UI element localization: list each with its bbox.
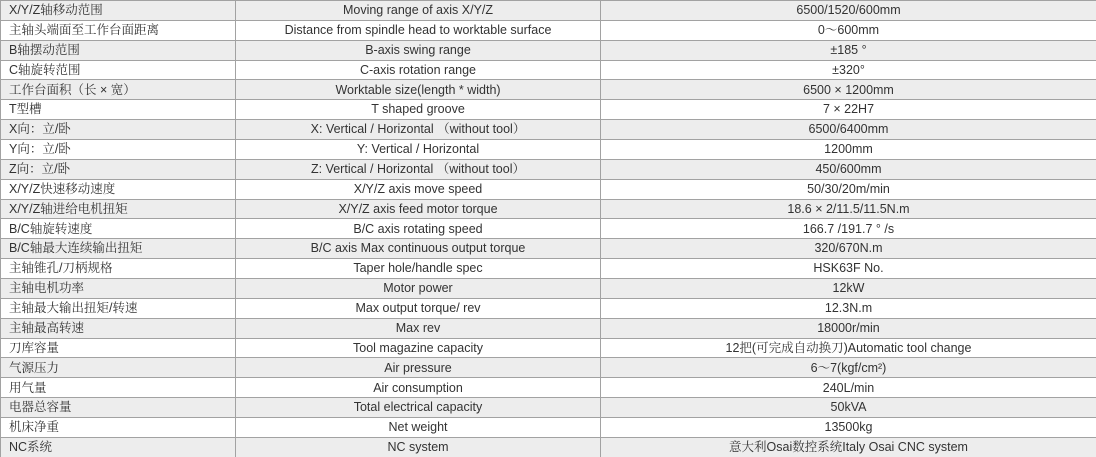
table-row <box>1 159 1096 179</box>
spec-label-en: Motor power <box>236 279 601 299</box>
spec-value: 50/30/20m/min <box>601 179 1096 199</box>
spec-label-cn: X/Y/Z快速移动速度 <box>1 179 236 199</box>
spec-label-cn: B/C轴最大连续输出扭矩 <box>1 239 236 259</box>
table-row <box>1 318 1096 338</box>
spec-value: 450/600mm <box>601 159 1096 179</box>
spec-label-cn: 主轴最高转速 <box>1 318 236 338</box>
spec-label-cn: 用气量 <box>1 378 236 398</box>
spec-label-cn: X向：立/卧 <box>1 120 236 140</box>
table-row <box>1 140 1096 160</box>
spec-label-cn: X/Y/Z轴进给电机扭矩 <box>1 199 236 219</box>
spec-value: ±320° <box>601 60 1096 80</box>
table-row <box>1 259 1096 279</box>
spec-value: 166.7 /191.7 ° /s <box>601 219 1096 239</box>
spec-label-cn: 主轴电机功率 <box>1 279 236 299</box>
spec-value: 6500/6400mm <box>601 120 1096 140</box>
spec-label-cn: Z向：立/卧 <box>1 159 236 179</box>
table-row <box>1 338 1096 358</box>
table-row <box>1 1 1096 21</box>
spec-value: 6500/1520/600mm <box>601 1 1096 21</box>
table-row <box>1 358 1096 378</box>
table-row <box>1 20 1096 40</box>
table-row <box>1 418 1096 438</box>
spec-label-en: X/Y/Z axis move speed <box>236 179 601 199</box>
table-row <box>1 100 1096 120</box>
spec-label-en: Total electrical capacity <box>236 398 601 418</box>
spec-label-cn: T型槽 <box>1 100 236 120</box>
spec-value: 1200mm <box>601 140 1096 160</box>
spec-table-body <box>1 1 1096 457</box>
table-row <box>1 398 1096 418</box>
spec-label-en: Moving range of axis X/Y/Z <box>236 1 601 21</box>
table-row <box>1 199 1096 219</box>
spec-value: 50kVA <box>601 398 1096 418</box>
spec-label-cn: NC系统 <box>1 437 236 457</box>
table-row <box>1 80 1096 100</box>
spec-label-en: Max output torque/ rev <box>236 298 601 318</box>
table-row <box>1 437 1096 457</box>
spec-label-cn: 机床净重 <box>1 418 236 438</box>
spec-label-cn: 工作台面积（长 × 宽） <box>1 80 236 100</box>
spec-label-cn: C轴旋转范围 <box>1 60 236 80</box>
spec-label-cn: 刀库容量 <box>1 338 236 358</box>
spec-label-cn: B/C轴旋转速度 <box>1 219 236 239</box>
table-row <box>1 120 1096 140</box>
spec-label-cn: 电器总容量 <box>1 398 236 418</box>
spec-label-en: Air pressure <box>236 358 601 378</box>
spec-value: ±185 ° <box>601 40 1096 60</box>
spec-label-en: B/C axis rotating speed <box>236 219 601 239</box>
spec-label-en: Taper hole/handle spec <box>236 259 601 279</box>
spec-value: 13500kg <box>601 418 1096 438</box>
spec-label-en: Distance from spindle head to worktable surface <box>236 20 601 40</box>
spec-label-cn: 主轴锥孔/刀柄规格 <box>1 259 236 279</box>
table-row <box>1 378 1096 398</box>
spec-label-cn: 主轴最大输出扭矩/转速 <box>1 298 236 318</box>
table-row <box>1 279 1096 299</box>
spec-label-en: Net weight <box>236 418 601 438</box>
table-row <box>1 40 1096 60</box>
table-row <box>1 219 1096 239</box>
spec-label-en: Air consumption <box>236 378 601 398</box>
spec-label-cn: B轴摆动范围 <box>1 40 236 60</box>
spec-label-en: Worktable size(length * width) <box>236 80 601 100</box>
spec-value: 320/670N.m <box>601 239 1096 259</box>
spec-label-cn: Y向：立/卧 <box>1 140 236 160</box>
spec-label-en: X: Vertical / Horizontal （without tool） <box>236 120 601 140</box>
spec-label-cn: 主轴头端面至工作台面距离 <box>1 20 236 40</box>
spec-label-en: Y: Vertical / Horizontal <box>236 140 601 160</box>
spec-value: HSK63F No. <box>601 259 1096 279</box>
table-row <box>1 179 1096 199</box>
spec-value: 18.6 × 2/11.5/11.5N.m <box>601 199 1096 219</box>
spec-value: 0～600mm <box>601 20 1096 40</box>
spec-value: 意大利Osai数控系统Italy Osai CNC system <box>601 437 1096 457</box>
spec-label-en: C-axis rotation range <box>236 60 601 80</box>
spec-label-en: NC system <box>236 437 601 457</box>
spec-label-en: Max rev <box>236 318 601 338</box>
spec-value: 18000r/min <box>601 318 1096 338</box>
spec-label-en: X/Y/Z axis feed motor torque <box>236 199 601 219</box>
spec-value: 12.3N.m <box>601 298 1096 318</box>
spec-value: 6500 × 1200mm <box>601 80 1096 100</box>
spec-label-cn: X/Y/Z轴移动范围 <box>1 1 236 21</box>
spec-value: 6～7(kgf/cm²) <box>601 358 1096 378</box>
spec-label-en: B/C axis Max continuous output torque <box>236 239 601 259</box>
spec-value: 12kW <box>601 279 1096 299</box>
table-row <box>1 239 1096 259</box>
spec-label-en: B-axis swing range <box>236 40 601 60</box>
spec-value: 7 × 22H7 <box>601 100 1096 120</box>
spec-label-en: Z: Vertical / Horizontal （without tool） <box>236 159 601 179</box>
spec-label-en: Tool magazine capacity <box>236 338 601 358</box>
spec-label-en: T shaped groove <box>236 100 601 120</box>
table-row <box>1 298 1096 318</box>
spec-label-cn: 气源压力 <box>1 358 236 378</box>
spec-value: 240L/min <box>601 378 1096 398</box>
table-row <box>1 60 1096 80</box>
spec-value: 12把(可完成自动换刀)Automatic tool change <box>601 338 1096 358</box>
